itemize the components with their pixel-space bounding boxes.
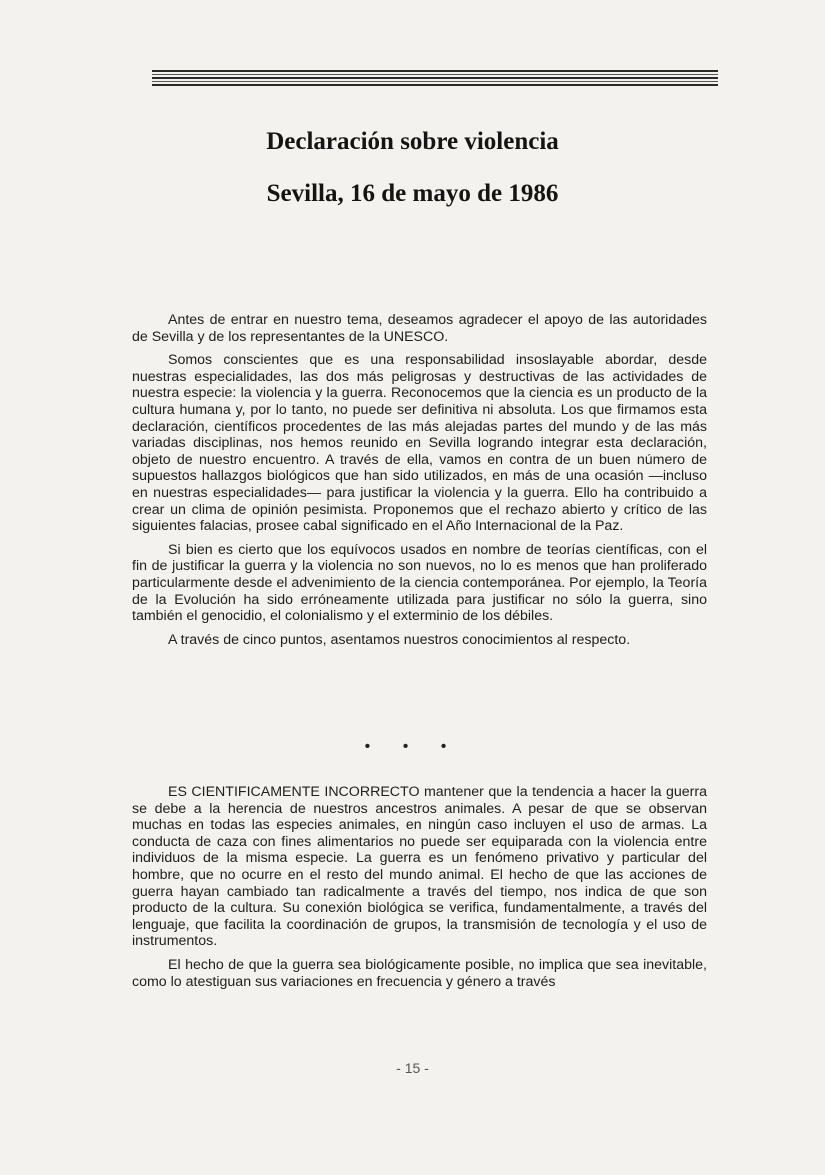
intro-section: [132, 312, 707, 655]
paragraph: Si bien es cierto que los equívocos usados en nombre de teorías científicas, con el fin de justificar la guerra y la violencia no son nuevos, no lo es menos que han proliferado particularmente desde el advenimiento de la ciencia contemporánea. Por ejemplo, la Teoría de la Evolución ha sido erróneamente utilizada para justificar no sólo la guerra, sino también el genocidio, el colonialismo y el exterminio de los débiles.: [132, 541, 707, 625]
paragraph: ES CIENTIFICAMENTE INCORRECTO mantener que la tendencia a hacer la guerra se debe a la herencia de nuestros ancestros animales. A pesar de que se observan muchas en todas las especies animales, en ningún caso incluyen el uso de armas. La conducta de caza con fines alimentarios no puede ser equiparada con la violencia entre individuos de la misma especie. La guerra es un fenómeno privativo y particular del hombre, que no ocurre en el resto del mundo animal. El hecho de que las acciones de guerra hayan cambiado tan radicalmente a través del tiempo, nos indica de que son producto de la cultura. Su conexión biológica se verifica, fundamentalmente, a través del lenguaje, que facilita la coordinación de grupos, la transmisión de tecnología y el uso de instrumentos.: [132, 784, 707, 950]
paragraph: Antes de entrar en nuestro tema, deseamos agradecer el apoyo de las autoridades de Sevilla y de los representantes de la UNESCO.: [132, 312, 707, 345]
page-number: - 15 -: [396, 1060, 429, 1076]
header-rule: [152, 70, 718, 88]
main-section: [132, 784, 707, 997]
paragraph: El hecho de que la guerra sea biológicamente posible, no implica que sea inevitable, como lo atestiguan sus variaciones en frecuencia y género a través: [132, 956, 707, 990]
page-subtitle: Sevilla, 16 de mayo de 1986: [266, 180, 559, 207]
paragraph: Somos conscientes que es una responsabilidad insoslayable abordar, desde nuestras especialidades, las dos más peligrosas y destructivas de las actividades de nuestra especie: la violencia y la guerra. Reconocemos que la ciencia es un producto de la cultura humana y, por lo tanto, no puede ser definitiva ni absoluta. Los que firmamos esta declaración, científicos procedentes de las más alejadas partes del mundo y de las más variadas disciplinas, nos hemos reunido en Sevilla logrando integrar esta declaración, objeto de nuestro encuentro. A través de ella, vamos en contra de un buen número de supuestos hallazgos biológicos que han sido utilizados, en más de una ocasión —incluso en nuestras especialidades— para justificar la violencia y la guerra. Ello ha contribuido a crear un clima de opinión pesimista. Proponemos que el rechazo abierto y crítico de las siguientes falacias, prosee cabal significado en el Año Internacional de la Paz.: [132, 352, 707, 535]
page-title: Declaración sobre violencia: [266, 128, 559, 155]
section-separator: • • •: [364, 738, 461, 755]
paragraph: A través de cinco puntos, asentamos nuestros conocimientos al respecto.: [168, 631, 631, 648]
